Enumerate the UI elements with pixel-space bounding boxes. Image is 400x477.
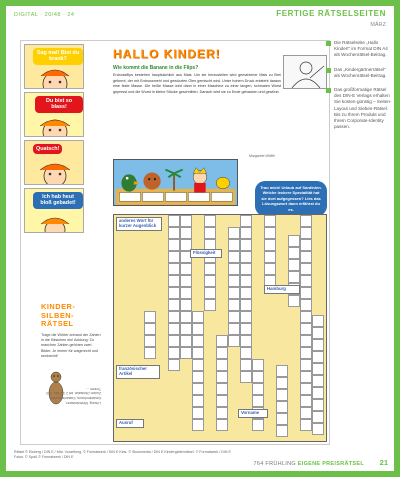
bee-speech-bubble: Trau mich! Urlaub auf Sardinien. Welche leckere Spezialität hat sie dort aufgegessen? Lies das Lösungswort dann erfährst du es.: [255, 181, 327, 216]
crossword-cell[interactable]: [180, 263, 192, 275]
crossword-cell[interactable]: [288, 235, 300, 247]
crossword-cell[interactable]: [240, 239, 252, 251]
crossword-cell[interactable]: [312, 423, 324, 435]
crossword-cell[interactable]: [216, 347, 228, 359]
solution-text: Lösung: Mineralwasser, Kastanienbaum, Kastanienzucker, Zucker-Obstsalat, bei 2 1/2 Mio. 120 Tonnen ...: [46, 386, 101, 406]
crossword-cell[interactable]: [312, 327, 324, 339]
crossword-clue: französischer Artikel: [116, 365, 160, 379]
kid-speech-1: Sag mal! Bist du krank?: [33, 48, 83, 65]
kid-speech-2: Du bist so blass!: [35, 96, 83, 113]
crossword-cell[interactable]: [228, 299, 240, 311]
crossword-cell[interactable]: [228, 311, 240, 323]
crossword-cell[interactable]: [252, 371, 264, 383]
crossword-cell[interactable]: [300, 239, 312, 251]
crossword-cell[interactable]: [240, 263, 252, 275]
crossword-cell[interactable]: [300, 227, 312, 239]
crossword-cell[interactable]: [276, 389, 288, 401]
crossword-cell[interactable]: [228, 263, 240, 275]
sidebar-item: [326, 40, 392, 59]
crossword-cell[interactable]: [204, 299, 216, 311]
crossword-cell[interactable]: [204, 287, 216, 299]
crossword-cell[interactable]: [252, 395, 264, 407]
crossword-cell[interactable]: [312, 399, 324, 411]
crossword-cell[interactable]: [300, 251, 312, 263]
crossword-cell[interactable]: [144, 335, 156, 347]
crossword-cell[interactable]: [180, 227, 192, 239]
crossword-cell[interactable]: [216, 371, 228, 383]
crossword-cell[interactable]: [168, 335, 180, 347]
crossword-cell[interactable]: [240, 251, 252, 263]
crossword-cell[interactable]: [168, 239, 180, 251]
crossword-cell[interactable]: [228, 275, 240, 287]
crossword-cell[interactable]: [312, 351, 324, 363]
header-right: [276, 9, 386, 28]
kid-speech-4: Ich hab heut bloß gebadet!: [33, 192, 83, 209]
crossword-cell[interactable]: [180, 335, 192, 347]
crossword-cell[interactable]: [180, 299, 192, 311]
quiz-title: KINDER-SILBEN-RÄTSEL: [41, 302, 76, 329]
article-credit: Margarete Wölfel: [249, 154, 275, 158]
crossword-cell[interactable]: [276, 413, 288, 425]
crossword-cell[interactable]: [180, 311, 192, 323]
crossword-cell[interactable]: [300, 287, 312, 299]
header-title: FERTIGE RÄTSELSEITEN: [276, 9, 386, 18]
sidebar-item-text: Das „Kindergärtnerrätsel“ als Wochenrätsel-Beitrag.: [334, 66, 387, 78]
crossword-cell[interactable]: [168, 275, 180, 287]
sidebar-item-text: Das großformatige Rätsel des DIN-E Verlags erhalten Sie kosten-günstig – Seiten-Layout und Sieben-Rätsel. Bis zu Ihrem Produkt und Ihrem Corporate-Identity passen.: [334, 86, 392, 130]
sidebar-item: [326, 87, 392, 130]
crossword-clue: Hamburg: [264, 285, 300, 294]
crossword-cell[interactable]: [228, 227, 240, 239]
bullet-square-icon: [326, 88, 331, 93]
crossword-cell[interactable]: [204, 215, 216, 227]
crossword-cell[interactable]: [168, 287, 180, 299]
crossword-cell[interactable]: [312, 411, 324, 423]
crossword-cell[interactable]: [240, 299, 252, 311]
crossword-cell[interactable]: [300, 407, 312, 419]
crossword-cell[interactable]: [168, 251, 180, 263]
crossword-cell[interactable]: [240, 347, 252, 359]
crossword-cell[interactable]: [216, 419, 228, 431]
crossword-cell[interactable]: [240, 275, 252, 287]
crossword-cell[interactable]: [144, 347, 156, 359]
crossword-cell[interactable]: [276, 377, 288, 389]
sidebar-item: [326, 67, 392, 79]
kid-panel-4: [24, 188, 84, 233]
crossword-cell[interactable]: [300, 263, 312, 275]
article-intro: Erdnussflips bestehen hauptsächlich aus Mais. Um sie herzustellen wird gemahlener Mais zu Brei geformt, der mit Erdnussmehl und gewürzten Ölen gemischt wird. Unter hohem Druck entsteht daraus eine feste Masse. Die heiße Masse wird dann in einer Maschine zu einer langen, schmalen Wurst gepresst und die Wurst in kleine Stücke geschnitten. Danach wird sie zu Ende gebacken und gewürzt.: [113, 73, 281, 94]
crossword-clue: anderes Wort für kurzer Augenblick: [116, 217, 162, 231]
crossword-cell[interactable]: [216, 383, 228, 395]
crossword-cell[interactable]: [288, 295, 300, 307]
picture-clue-strip: [113, 159, 238, 206]
crossword-cell[interactable]: [180, 347, 192, 359]
crossword-cell[interactable]: [276, 401, 288, 413]
crossword-cell[interactable]: [180, 323, 192, 335]
kid-panel-3: [24, 140, 84, 185]
crossword-cell[interactable]: [264, 239, 276, 251]
quiz-text: Trage die Wörter anhand der Zahlen in die Kästchen ein! Achtung: Zu manchen Zahlen gehören zwei Bilder. Je immer für wagerecht und senkrecht!: [41, 332, 101, 358]
crossword-cell[interactable]: [288, 259, 300, 271]
crossword-cell[interactable]: [240, 371, 252, 383]
footer-label: 764 FRÜHLING: [253, 461, 296, 467]
crossword-cell[interactable]: [300, 323, 312, 335]
crossword-cell[interactable]: [228, 251, 240, 263]
crossword-cell[interactable]: [192, 323, 204, 335]
crossword-clue: Flüssigkeit: [190, 249, 222, 258]
crossword-cell[interactable]: [240, 287, 252, 299]
crossword-cell[interactable]: [192, 359, 204, 371]
crossword-cell[interactable]: [252, 359, 264, 371]
crossword-cell[interactable]: [264, 263, 276, 275]
crossword-clue: Ausruf: [116, 419, 144, 428]
crossword-cell[interactable]: [240, 335, 252, 347]
kid-face-icon: [31, 214, 79, 232]
crossword-cell[interactable]: [312, 315, 324, 327]
crossword-cell[interactable]: [192, 311, 204, 323]
crossword-cell[interactable]: [192, 371, 204, 383]
page-number: 21: [379, 458, 388, 467]
crossword-cell[interactable]: [216, 359, 228, 371]
sketch-illustration: [283, 55, 327, 89]
crossword-cell[interactable]: [192, 419, 204, 431]
crossword-cell[interactable]: [312, 375, 324, 387]
crossword-grid: [113, 214, 327, 442]
crossword-cell[interactable]: [300, 371, 312, 383]
crossword-clue: Vorname: [238, 409, 268, 418]
crossword-cell[interactable]: [192, 383, 204, 395]
crossword-cell[interactable]: [300, 395, 312, 407]
crossword-cell[interactable]: [312, 387, 324, 399]
page: [6, 6, 394, 471]
header-subtitle: MÄRZ: [370, 22, 386, 28]
crossword-cell[interactable]: [276, 425, 288, 437]
bullet-square-icon: [326, 68, 331, 73]
sidebar-item-text: Die Rätselseite „Hallo Kinder!“ im Format DIN A4 als Wochenrätsel-Beitrag.: [334, 40, 388, 58]
crossword-cell[interactable]: [252, 383, 264, 395]
crossword-cell[interactable]: [300, 275, 312, 287]
crossword-cell[interactable]: [144, 311, 156, 323]
crossword-cell[interactable]: [300, 419, 312, 431]
crossword-cell[interactable]: [300, 347, 312, 359]
footer-label-accent: EIGENE PREISRÄTSEL: [297, 461, 364, 467]
kid-face-icon: [31, 66, 79, 88]
sidebar: [326, 40, 392, 138]
crossword-cell[interactable]: [168, 215, 180, 227]
crossword-cell[interactable]: [228, 239, 240, 251]
crossword-cell[interactable]: [264, 215, 276, 227]
kid-panel-2: [24, 92, 84, 137]
crossword-cell[interactable]: [216, 395, 228, 407]
crossword-cell[interactable]: [240, 215, 252, 227]
article-subtitle: Wie kommt die Banane in die Flips?: [113, 65, 199, 71]
crossword-cell[interactable]: [168, 311, 180, 323]
header-left: DIGITAL · 20/48 · 24: [14, 12, 75, 18]
kid-face-icon: [31, 114, 79, 136]
crossword-cell[interactable]: [192, 407, 204, 419]
puzzle-panel: [20, 40, 330, 445]
crossword-cell[interactable]: [180, 215, 192, 227]
crossword-cell[interactable]: [228, 335, 240, 347]
page-title: HALLO KINDER!: [113, 47, 221, 61]
crossword-cell[interactable]: [168, 299, 180, 311]
crossword-cell[interactable]: [300, 299, 312, 311]
crossword-cell[interactable]: [300, 311, 312, 323]
crossword-cell[interactable]: [180, 287, 192, 299]
crossword-cell[interactable]: [216, 407, 228, 419]
crossword-cell[interactable]: [168, 263, 180, 275]
crossword-cell[interactable]: [288, 247, 300, 259]
crossword-cell[interactable]: [252, 419, 264, 431]
kid-face-icon: [31, 160, 79, 184]
crossword-cell[interactable]: [168, 323, 180, 335]
crossword-cell[interactable]: [228, 323, 240, 335]
crossword-cell[interactable]: [264, 227, 276, 239]
crossword-cell[interactable]: [276, 365, 288, 377]
crossword-cell[interactable]: [300, 383, 312, 395]
crossword-cell[interactable]: [312, 339, 324, 351]
kid-panel-1: [24, 44, 84, 89]
crossword-cell[interactable]: [300, 335, 312, 347]
crossword-cell[interactable]: [240, 359, 252, 371]
crossword-cell[interactable]: [240, 227, 252, 239]
footer-section: [254, 461, 364, 467]
crossword-cell[interactable]: [168, 227, 180, 239]
crossword-cell[interactable]: [204, 275, 216, 287]
crossword-cell[interactable]: [300, 215, 312, 227]
crossword-cell[interactable]: [192, 335, 204, 347]
kids-comic-column: [24, 44, 84, 236]
crossword-cell[interactable]: [180, 275, 192, 287]
crossword-cell[interactable]: [240, 311, 252, 323]
crossword-cell[interactable]: [192, 347, 204, 359]
crossword-cell[interactable]: [288, 271, 300, 283]
crossword-cell[interactable]: [144, 323, 156, 335]
crossword-cell[interactable]: [204, 263, 216, 275]
crossword-cell[interactable]: [312, 363, 324, 375]
kid-speech-3: Quatsch!: [33, 144, 62, 154]
crossword-cell[interactable]: [204, 227, 216, 239]
crossword-cell[interactable]: [192, 395, 204, 407]
crossword-cell[interactable]: [264, 251, 276, 263]
crossword-cell[interactable]: [168, 347, 180, 359]
crossword-cell[interactable]: [168, 359, 180, 371]
crossword-cell[interactable]: [240, 323, 252, 335]
crossword-cell[interactable]: [216, 335, 228, 347]
footer-credits: Rätsel © Eisberg / DIN E / Mat. Vorarlberg. © Formatwerk / DIN E Kids. © Stockmedia / DIN E Kindergärtenrätsel. © Formatwerk / DIN E Fotos. © Spaß © Formatwerk / DIN E: [14, 450, 231, 460]
crossword-cell[interactable]: [300, 359, 312, 371]
crossword-cell[interactable]: [228, 287, 240, 299]
bullet-square-icon: [326, 41, 331, 46]
